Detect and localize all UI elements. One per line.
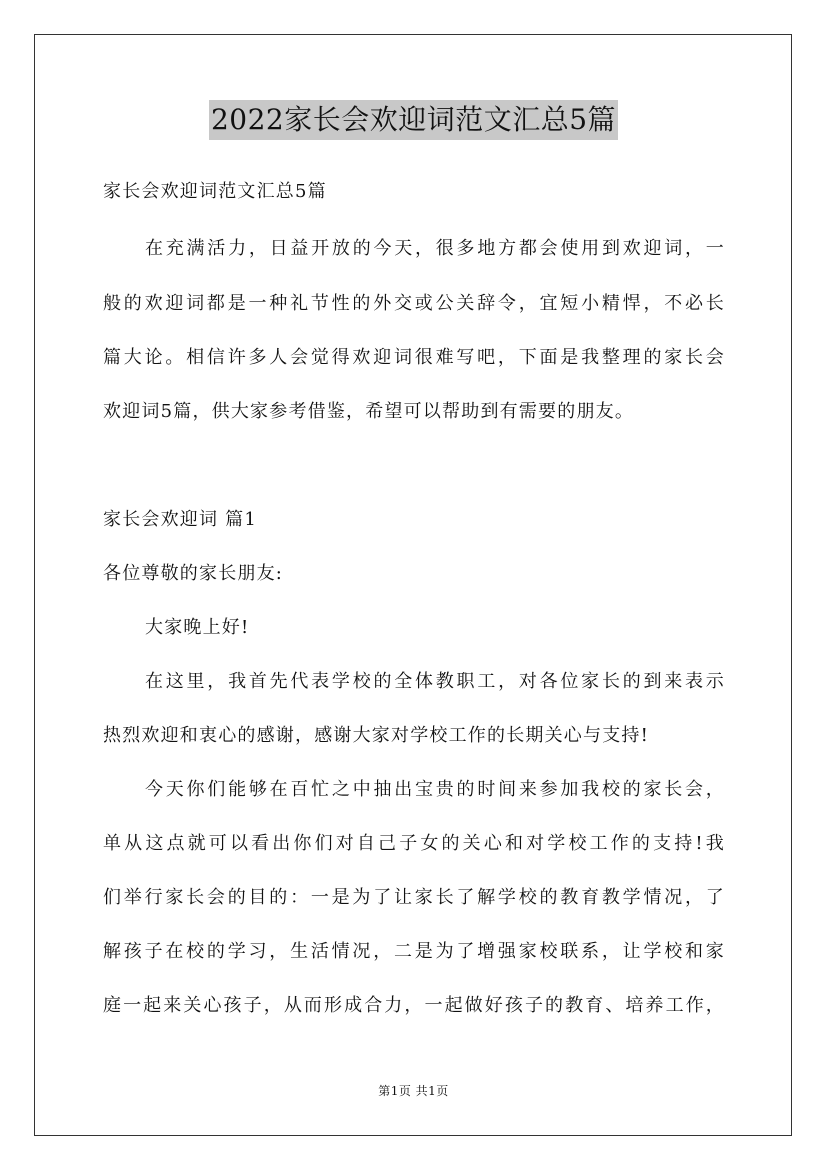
para1-line-2: 热烈欢迎和衷心的感谢，感谢大家对学校工作的长期关心与支持! (103, 725, 650, 746)
para2-line-3: 们举行家长会的目的：一是为了让家长了解学校的教育教学情况，了 (103, 887, 725, 908)
para2-line-1: 今天你们能够在百忙之中抽出宝贵的时间来参加我校的家长会， (145, 779, 725, 800)
greeting: 大家晚上好! (145, 617, 250, 638)
intro-line-2: 般的欢迎词都是一种礼节性的外交或公关辞令，宜短小精悍，不必长 (103, 293, 725, 314)
document-subtitle: 家长会欢迎词范文汇总5篇 (103, 181, 327, 202)
intro-line-3: 篇大论。相信许多人会觉得欢迎词很难写吧，下面是我整理的家长会 (103, 347, 725, 368)
title-container (0, 100, 827, 140)
section-heading: 家长会欢迎词 篇1 (103, 509, 257, 530)
para2-line-2: 单从这点就可以看出你们对自己子女的关心和对学校工作的支持!我 (103, 833, 725, 854)
para1-line-1: 在这里，我首先代表学校的全体教职工，对各位家长的到来表示 (145, 671, 725, 692)
document-title: 2022家长会欢迎词范文汇总5篇 (209, 100, 618, 140)
para2-line-5: 庭一起来关心孩子，从而形成合力，一起做好孩子的教育、培养工作， (103, 995, 725, 1016)
salutation: 各位尊敬的家长朋友: (103, 563, 284, 584)
intro-line-1: 在充满活力，日益开放的今天，很多地方都会使用到欢迎词，一 (145, 238, 725, 259)
page-footer: 第1页 共1页 (378, 1084, 449, 1098)
para2-line-4: 解孩子在校的学习，生活情况，二是为了增强家校联系，让学校和家 (103, 941, 725, 962)
intro-line-4: 欢迎词5篇，供大家参考借鉴，希望可以帮助到有需要的朋友。 (103, 401, 635, 422)
